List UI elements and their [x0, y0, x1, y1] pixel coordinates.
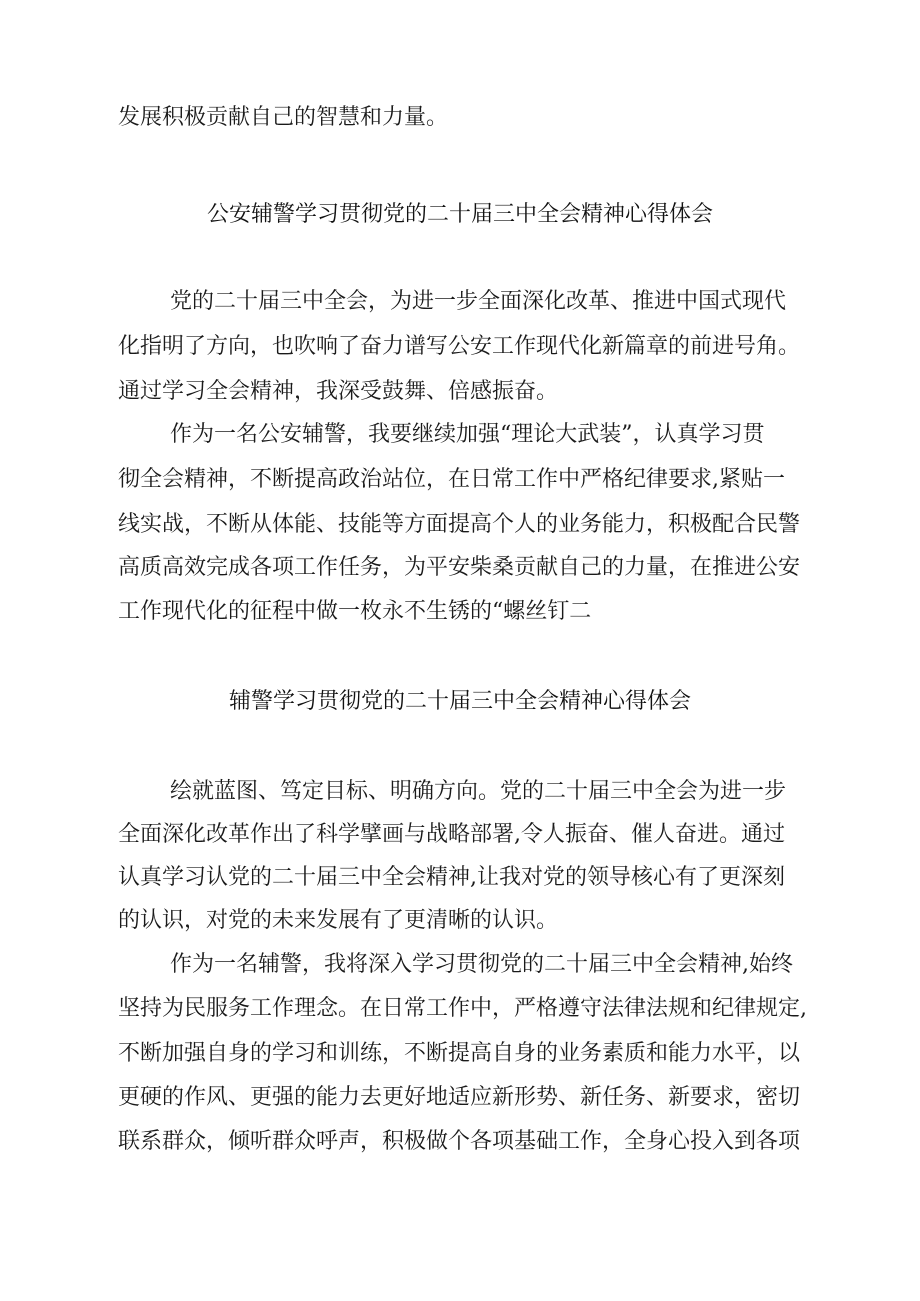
s1-p2-line-2: 彻全会精神，不断提高政治站位，在日常工作中严格纪律要求,紧贴一 — [118, 467, 785, 492]
s2-p1-line-2: 全面深化改革作出了科学擘画与战略部署,令人振奋、催人奋进。通过 — [118, 822, 785, 847]
s1-p1-line-3: 通过学习全会精神，我深受鼓舞、倍感振奋。 — [118, 379, 559, 404]
s1-p2-line-4: 高质高效完成各项工作任务，为平安柴桑贡献自己的力量，在推进公安 — [118, 555, 801, 580]
s1-p1-line-1: 党的二十届三中全会，为进一步全面深化改革、推进中国式现代 — [170, 289, 787, 314]
s2-p2-line-2: 坚持为民服务工作理念。在日常工作中，严格遵守法律法规和纪律规定, — [118, 996, 807, 1021]
s2-p1-line-1: 绘就蓝图、笃定目标、明确方向。党的二十届三中全会为进一步 — [170, 779, 787, 804]
s1-p1-line-2: 化指明了方向，也吹响了奋力谱写公安工作现代化新篇章的前进号角。 — [118, 334, 801, 359]
s2-p2-line-3: 不断加强自身的学习和训练，不断提高自身的业务素质和能力水平，以 — [118, 1041, 801, 1066]
s1-p2-line-5: 工作现代化的征程中做一枚永不生锈的“螺丝钉二 — [118, 599, 592, 624]
top-fragment-line: 发展积极贡献自己的智慧和力量。 — [118, 105, 449, 130]
s2-p1-line-3: 认真学习认党的二十届三中全会精神,让我对党的领导核心有了更深刻 — [118, 865, 785, 890]
s1-p2-line-1: 作为一名公安辅警，我要继续加强“理论大武装”，认真学习贯 — [170, 422, 765, 447]
section-2-title: 辅警学习贯彻党的二十届三中全会精神心得体会 — [228, 689, 691, 714]
s2-p2-line-1: 作为一名辅警，我将深入学习贯彻党的二十届三中全会精神,始终 — [170, 952, 793, 977]
s2-p2-line-5: 联系群众，倾听群众呼声，积极做个各项基础工作，全身心投入到各项 — [118, 1129, 801, 1154]
s2-p2-line-4: 更硬的作风、更强的能力去更好地适应新形势、新任务、新要求，密切 — [118, 1085, 801, 1110]
s2-p1-line-4: 的认识，对党的未来发展有了更清晰的认识。 — [118, 908, 559, 933]
s1-p2-line-3: 线实战，不断从体能、技能等方面提高个人的业务能力，积极配合民警 — [118, 512, 801, 537]
section-1-title: 公安辅警学习贯彻党的二十届三中全会精神心得体会 — [206, 202, 713, 227]
